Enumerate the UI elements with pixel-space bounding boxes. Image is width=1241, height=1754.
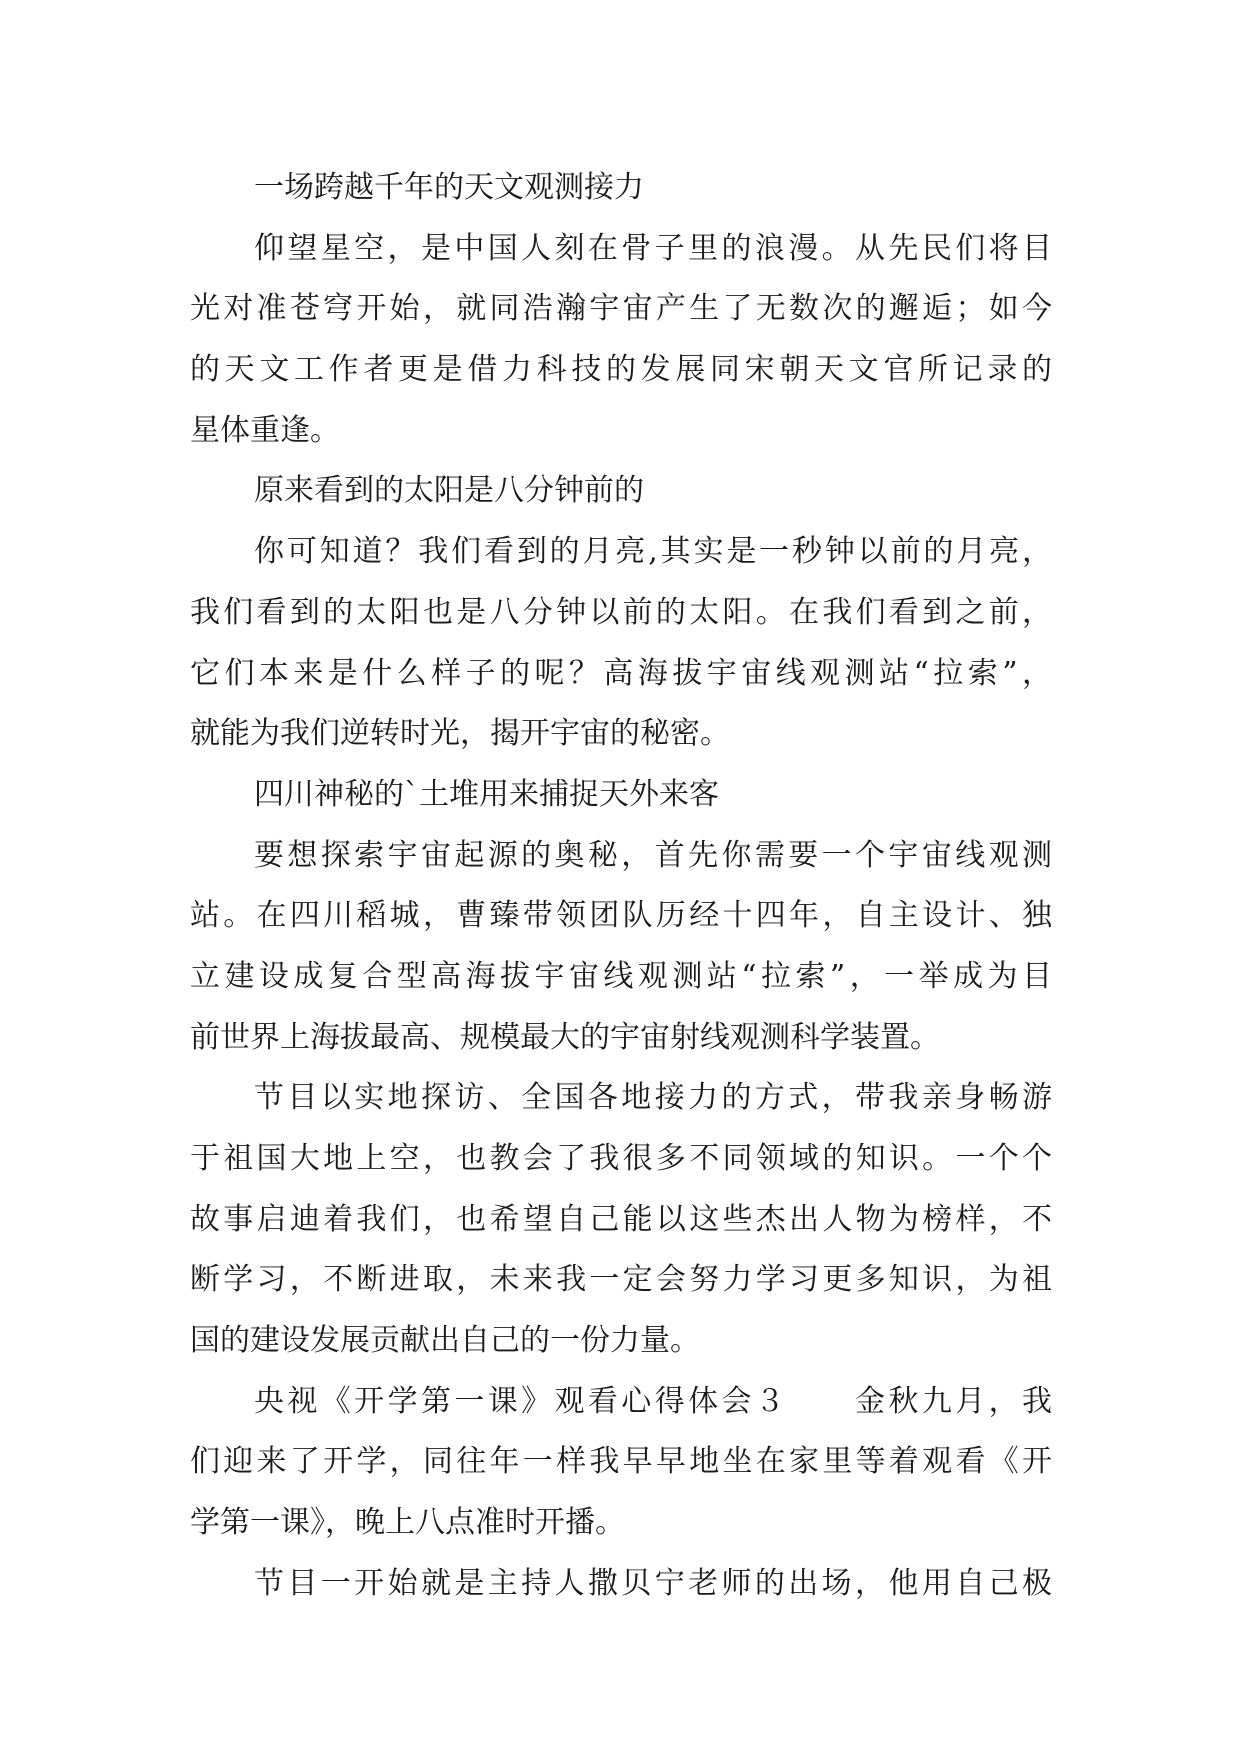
paragraph-line: 前世界上海拔最高、规模最大的宇宙射线观测科学装置。 bbox=[190, 1019, 940, 1055]
paragraph-line: 学第一课》，晚上八点准时开播。 bbox=[190, 1505, 625, 1541]
paragraph-line: 光对准苍穹开始，就同浩瀚宇宙产生了无数次的邂逅；如今 bbox=[190, 291, 1052, 327]
paragraph-line: 你可知道？我们看到的月亮,其实是一秒钟以前的月亮， bbox=[254, 534, 1052, 570]
paragraph-line: 央视《开学第一课》观看心得体会３ 金秋九月，我 bbox=[254, 1383, 1052, 1419]
paragraph-line: 故事启迪着我们，也希望自己能以这些杰出人物为榜样，不 bbox=[190, 1201, 1052, 1237]
section-heading-sichuan: 四川神秘的`土堆用来捕捉天外来客 bbox=[254, 776, 719, 812]
paragraph-line: 我们看到的太阳也是八分钟以前的太阳。在我们看到之前， bbox=[190, 594, 1052, 630]
paragraph-line: 它们本来是什么样子的呢？高海拔宇宙线观测站“拉索”， bbox=[190, 655, 1052, 691]
document-body bbox=[190, 158, 1052, 1615]
paragraph-line: 节目以实地探访、全国各地接力的方式，带我亲身畅游 bbox=[254, 1080, 1052, 1116]
paragraph-line: 节目一开始就是主持人撒贝宁老师的出场，他用自己极 bbox=[254, 1565, 1052, 1601]
paragraph-line: 仰望星空，是中国人刻在骨子里的浪漫。从先民们将目 bbox=[254, 230, 1052, 266]
paragraph-line: 立建设成复合型高海拔宇宙线观测站“拉索”，一举成为目 bbox=[190, 958, 1052, 994]
paragraph-line: 们迎来了开学，同往年一样我早早地坐在家里等着观看《开 bbox=[190, 1444, 1052, 1480]
section-heading-relay: 一场跨越千年的天文观测接力 bbox=[254, 170, 644, 205]
paragraph-line: 就能为我们逆转时光，揭开宇宙的秘密。 bbox=[190, 716, 730, 752]
paragraph-line: 断学习，不断进取，未来我一定会努力学习更多知识，为祖 bbox=[190, 1262, 1052, 1298]
paragraph-line: 星体重逢。 bbox=[190, 412, 340, 448]
paragraph-line: 站。在四川稻城，曹臻带领团队历经十四年，自主设计、独 bbox=[190, 898, 1052, 934]
section-heading-sun: 原来看到的太阳是八分钟前的 bbox=[254, 473, 644, 509]
paragraph-line: 于祖国大地上空，也教会了我很多不同领域的知识。一个个 bbox=[190, 1141, 1052, 1176]
paragraph-line: 要想探索宇宙起源的奥秘，首先你需要一个宇宙线观测 bbox=[254, 837, 1052, 873]
paragraph-line: 的天文工作者更是借力科技的发展同宋朝天文官所记录的 bbox=[190, 352, 1052, 388]
paragraph-line: 国的建设发展贡献出自己的一份力量。 bbox=[190, 1323, 700, 1359]
